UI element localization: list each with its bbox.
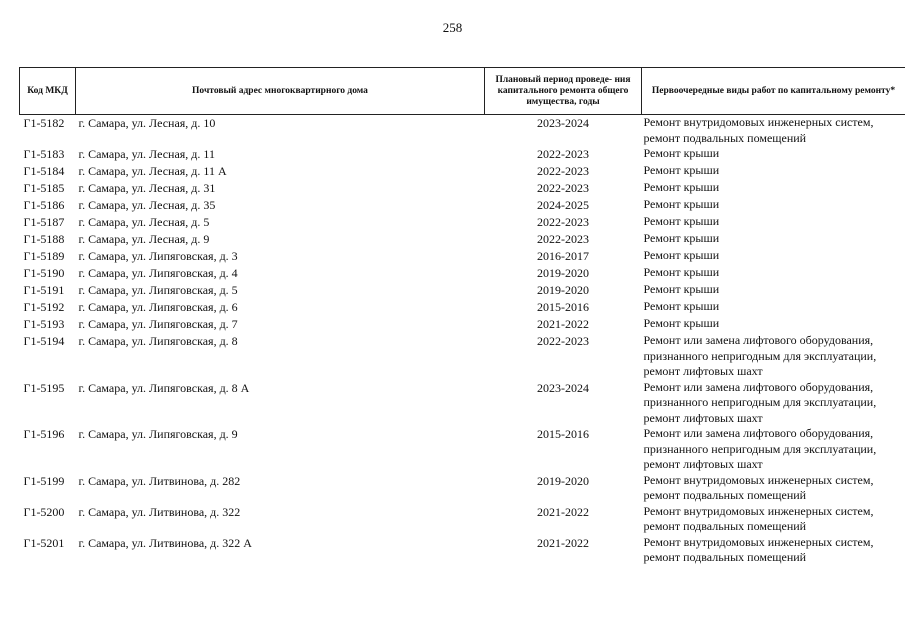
table-row [20,180,905,197]
table-row [20,535,905,566]
works-line: признанного непригодным для эксплуатации, [643,441,877,456]
capital-repair-table [19,67,905,566]
works-line: Ремонт или замена лифтового оборудования, [643,426,874,440]
works-line: ремонт подвальных помещений [643,130,807,145]
cell-code: Г1-5190 [23,266,65,280]
works-line: Ремонт крыши [643,299,720,313]
cell-works [642,316,905,333]
table-row [20,214,905,231]
table-row [20,146,905,163]
works-line: ремонт подвальных помещений [643,550,807,564]
cell-code: Г1-5182 [23,116,65,130]
cell-code: Г1-5192 [23,300,65,314]
works-line: Ремонт крыши [643,265,720,279]
cell-period: 2015-2016 [537,300,589,314]
works-line: Ремонт внутридомовых инженерных систем, [643,115,874,129]
works-line: Ремонт крыши [643,316,720,330]
table-row [20,504,905,535]
table-header [20,68,905,115]
cell-code: Г1-5199 [23,473,65,488]
cell-works [642,426,905,473]
cell-period: 2022-2023 [537,232,589,246]
cell-code: Г1-5196 [23,427,65,441]
cell-works [642,115,905,147]
cell-period: 2019-2020 [537,473,589,488]
works-line: Ремонт внутридомовых инженерных систем, [643,472,874,487]
header-address: Почтовый адрес многоквартирного дома [76,68,485,115]
cell-code: Г1-5187 [23,215,65,229]
cell-address: г. Самара, ул. Лесная, д. 9 [78,232,210,246]
cell-code: Г1-5183 [23,147,65,161]
cell-code: Г1-5200 [23,504,65,519]
table-body [20,115,905,566]
works-line: Ремонт крыши [643,214,720,228]
table-row [20,282,905,299]
cell-works [642,248,905,265]
cell-address: г. Самара, ул. Липяговская, д. 4 [78,266,238,280]
cell-code: Г1-5193 [23,317,65,331]
works-line: Ремонт крыши [643,146,720,160]
cell-period: 2022-2023 [537,215,589,229]
cell-period: 2022-2023 [537,147,589,161]
table-row [20,231,905,248]
table-row [20,115,905,147]
cell-period: 2023-2024 [537,380,589,395]
works-line: ремонт подвальных помещений [643,488,807,502]
cell-address: г. Самара, ул. Липяговская, д. 5 [78,283,238,297]
works-line: ремонт подвальных помещений [643,519,807,533]
cell-works [642,282,905,299]
cell-works [642,214,905,231]
works-line: Ремонт крыши [643,231,720,245]
works-line: Ремонт внутридомовых инженерных систем, [643,503,874,518]
cell-code: Г1-5186 [23,198,65,212]
cell-code: Г1-5185 [23,181,65,195]
cell-period: 2022-2023 [537,334,589,348]
table-row [20,333,905,380]
cell-code: Г1-5195 [23,380,65,395]
cell-works [642,473,905,504]
cell-code: Г1-5188 [23,232,65,246]
cell-works [642,146,905,163]
cell-period: 2021-2022 [537,535,589,550]
header-period: Плановый период проведе- ния капитального ремонта общего имущества, годы [485,68,642,115]
table-row [20,265,905,282]
cell-code: Г1-5194 [23,334,65,348]
cell-address: г. Самара, ул. Лесная, д. 11 А [78,164,227,178]
works-line: Ремонт крыши [643,248,720,262]
cell-period: 2022-2023 [537,164,589,178]
cell-period: 2024-2025 [537,198,589,212]
cell-address: г. Самара, ул. Липяговская, д. 8 А [78,380,250,395]
header-works: Первоочередные виды работ по капитальному ремонту* [642,68,905,115]
cell-works [642,163,905,180]
cell-works [642,265,905,282]
works-line: Ремонт крыши [643,180,720,194]
cell-period: 2019-2020 [537,283,589,297]
table-row [20,316,905,333]
page-number: 258 [442,20,463,35]
cell-address: г. Самара, ул. Липяговская, д. 9 [78,427,238,441]
cell-period: 2022-2023 [537,181,589,195]
cell-works [642,535,905,566]
works-line: Ремонт крыши [643,163,720,177]
works-line: ремонт лифтовых шахт [643,457,763,471]
cell-period: 2019-2020 [537,266,589,280]
cell-works [642,299,905,316]
cell-code: Г1-5191 [23,283,65,297]
works-line: ремонт лифтовых шахт [643,364,763,378]
cell-period: 2021-2022 [537,317,589,331]
table-row [20,163,905,180]
table-row [20,426,905,473]
cell-works [642,333,905,380]
cell-address: г. Самара, ул. Липяговская, д. 7 [78,317,238,331]
works-line: Ремонт внутридомовых инженерных систем, [643,534,874,549]
cell-address: г. Самара, ул. Липяговская, д. 6 [78,300,238,314]
cell-code: Г1-5201 [23,535,65,550]
cell-address: г. Самара, ул. Липяговская, д. 3 [78,249,238,263]
cell-period: 2016-2017 [537,249,589,263]
works-line: ремонт лифтовых шахт [643,410,763,425]
cell-address: г. Самара, ул. Лесная, д. 31 [78,181,216,195]
cell-address: г. Самара, ул. Липяговская, д. 8 [78,334,238,348]
header-code: Код МКД [20,68,76,115]
cell-works [642,380,905,427]
cell-works [642,180,905,197]
table-row [20,248,905,265]
works-line: Ремонт или замена лифтового оборудования, [643,333,874,347]
cell-address: г. Самара, ул. Литвинова, д. 282 [78,473,241,488]
cell-address: г. Самара, ул. Лесная, д. 11 [78,147,215,161]
table-row [20,299,905,316]
cell-address: г. Самара, ул. Литвинова, д. 322 А [78,535,252,550]
cell-code: Г1-5184 [23,164,65,178]
works-line: Ремонт крыши [643,282,720,296]
table-row [20,380,905,427]
table-row [20,197,905,214]
cell-period: 2021-2022 [537,504,589,519]
cell-address: г. Самара, ул. Литвинова, д. 322 [78,504,241,519]
table-row [20,473,905,504]
cell-period: 2023-2024 [537,116,589,130]
cell-works [642,504,905,535]
works-line: Ремонт крыши [643,197,720,211]
cell-works [642,231,905,248]
cell-code: Г1-5189 [23,249,65,263]
works-line: признанного непригодным для эксплуатации, [643,395,877,409]
works-line: Ремонт или замена лифтового оборудования, [643,379,874,394]
cell-works [642,197,905,214]
cell-address: г. Самара, ул. Лесная, д. 35 [78,198,216,212]
works-line: признанного непригодным для эксплуатации, [643,348,877,363]
cell-address: г. Самара, ул. Лесная, д. 5 [78,215,210,229]
cell-period: 2015-2016 [537,427,589,441]
cell-address: г. Самара, ул. Лесная, д. 10 [78,116,216,130]
